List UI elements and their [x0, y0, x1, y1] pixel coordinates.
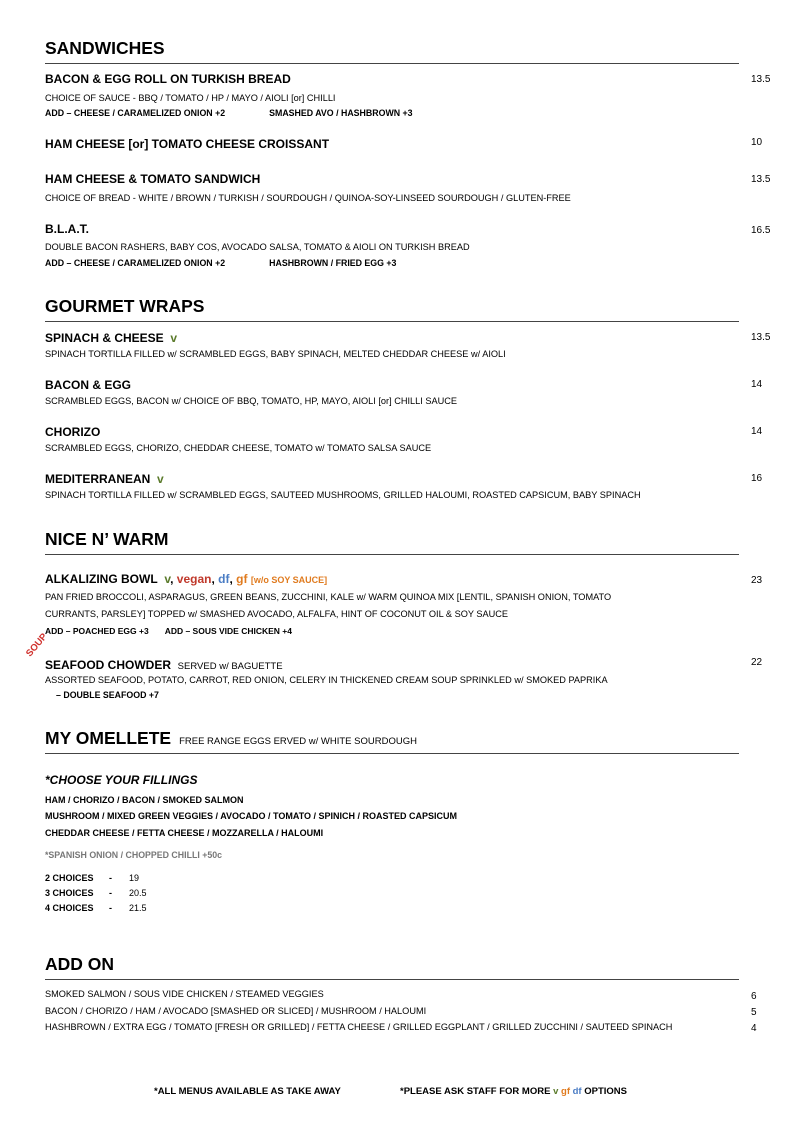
item-alkalizing-bowl-desc-1: PAN FRIED BROCCOLI, ASPARAGUS, GREEN BEANS, ZUCCHINI, KALE w/ WARM QUINOA MIX [LENTIL, SPANISH ONION, TOMATO	[45, 592, 612, 602]
item-blat-addons: ADD – CHEESE / CARAMELIZED ONION +2 HASHBROWN / FRIED EGG +3	[45, 258, 397, 268]
soup-badge: SOUP	[24, 631, 50, 660]
item-ham-sandwich-price: 13.5	[751, 174, 771, 185]
item-med-wrap-desc: SPINACH TORTILLA FILLED w/ SCRAMBLED EGGS, SAUTEED MUSHROOMS, GRILLED HALOUMI, ROASTED CAPSICUM, BABY SPINACH	[45, 490, 641, 500]
item-bacon-egg-roll-price: 13.5	[751, 74, 771, 85]
item-seafood-chowder-desc: ASSORTED SEAFOOD, POTATO, CARROT, RED ONION, CELERY IN THICKENED CREAM SOUP SPRINKLED w/ SMOKED PAPRIKA	[45, 675, 608, 685]
item-alkalizing-bowl-price: 23	[751, 575, 763, 586]
omelette-subtitle: FREE RANGE EGGS ERVED w/ WHITE SOURDOUGH	[179, 736, 417, 747]
item-bacon-egg-roll-name: BACON & EGG ROLL ON TURKISH BREAD	[45, 72, 291, 86]
addon-row-price: 5	[751, 1007, 757, 1018]
gluten-free-tag: gf	[236, 572, 248, 586]
addon-row-text: BACON / CHORIZO / HAM / AVOCADO [SMASHED OR SLICED] / MUSHROOM / HALOUMI	[45, 1006, 427, 1016]
item-seafood-chowder-name: SEAFOOD CHOWDER SERVED w/ BAGUETTE	[45, 658, 283, 672]
section-title-warm: NICE N’ WARM	[45, 529, 739, 555]
item-alkalizing-bowl-desc-2: CURRANTS, PARSLEY] TOPPED w/ SMASHED AVOCADO, ALFALFA, HINT OF COCONUT OIL & SOY SAUCE	[45, 609, 509, 619]
item-spinach-wrap-name: SPINACH & CHEESE v	[45, 331, 178, 345]
item-spinach-wrap-price: 13.5	[751, 332, 771, 343]
omelette-choice-row: 3 CHOICES - 20.5	[45, 888, 147, 898]
vegetarian-tag: v	[170, 331, 178, 345]
item-bacon-egg-roll-desc: CHOICE OF SAUCE - BBQ / TOMATO / HP / MAYO / AIOLI [or] CHILLI	[45, 93, 336, 103]
gluten-free-tag: gf	[561, 1086, 570, 1097]
item-croissant-name: HAM CHEESE [or] TOMATO CHEESE CROISSANT	[45, 137, 330, 151]
vegetarian-tag: v	[164, 572, 171, 586]
footer-takeaway-note: *ALL MENUS AVAILABLE AS TAKE AWAY	[154, 1086, 341, 1097]
item-croissant-price: 10	[751, 137, 763, 148]
item-alkalizing-bowl-addons: ADD – POACHED EGG +3 ADD – SOUS VIDE CHICKEN +4	[45, 626, 292, 636]
addon-row-price: 6	[751, 991, 757, 1002]
omelette-fillings-veg: MUSHROOM / MIXED GREEN VEGGIES / AVOCADO / TOMATO / SPINICH / ROASTED CAPSICUM	[45, 811, 458, 821]
item-chorizo-wrap-price: 14	[751, 426, 763, 437]
omelette-fillings-cheese: CHEDDAR CHEESE / FETTA CHEESE / MOZZARELLA / HALOUMI	[45, 828, 324, 838]
omelette-fillings-meat: HAM / CHORIZO / BACON / SMOKED SALMON	[45, 795, 244, 805]
omelette-choose-heading: *CHOOSE YOUR FILLINGS	[45, 773, 198, 787]
item-bacon-egg-roll-addons: ADD – CHEESE / CARAMELIZED ONION +2 SMASHED AVO / HASHBROWN +3	[45, 108, 413, 118]
gluten-free-note: [w/o SOY SAUCE]	[250, 575, 328, 585]
item-blat-name: B.L.A.T.	[45, 222, 89, 236]
item-bacon-wrap-price: 14	[751, 379, 763, 390]
omelette-choice-row: 2 CHOICES - 19	[45, 873, 140, 883]
dairy-free-tag: df	[572, 1086, 582, 1097]
addon-row-text: SMOKED SALMON / SOUS VIDE CHICKEN / STEAMED VEGGIES	[45, 989, 324, 999]
item-chorizo-wrap-desc: SCRAMBLED EGGS, CHORIZO, CHEDDAR CHEESE, TOMATO w/ TOMATO SALSA SAUCE	[45, 443, 432, 453]
vegan-tag: vegan	[176, 572, 212, 586]
section-title-sandwiches: SANDWICHES	[45, 38, 739, 64]
item-ham-sandwich-desc: CHOICE OF BREAD - WHITE / BROWN / TURKISH / SOURDOUGH / QUINOA-SOY-LINSEED SOURDOUGH / GLUTEN-FREE	[45, 193, 571, 203]
dairy-free-tag: df	[218, 572, 230, 586]
item-med-wrap-price: 16	[751, 473, 763, 484]
item-chorizo-wrap-name: CHORIZO	[45, 425, 101, 439]
vegetarian-tag: v	[157, 472, 164, 486]
item-seafood-chowder-addon: – DOUBLE SEAFOOD +7	[56, 690, 159, 700]
vegetarian-tag: v	[553, 1086, 559, 1097]
omelette-choices-list	[45, 871, 147, 916]
section-title-addon: ADD ON	[45, 954, 739, 980]
addon-row-price: 4	[751, 1023, 757, 1034]
item-spinach-wrap-desc: SPINACH TORTILLA FILLED w/ SCRAMBLED EGGS, BABY SPINACH, MELTED CHEDDAR CHEESE w/ AIOLI	[45, 349, 506, 359]
item-ham-sandwich-name: HAM CHEESE & TOMATO SANDWICH	[45, 172, 261, 186]
section-title-wraps: GOURMET WRAPS	[45, 296, 739, 322]
item-alkalizing-bowl-name: ALKALIZING BOWL v, vegan, df, gf [w/o SOY SAUCE]	[45, 572, 328, 586]
item-med-wrap-name: MEDITERRANEAN v	[45, 472, 164, 486]
addon-row-text: HASHBROWN / EXTRA EGG / TOMATO [FRESH OR GRILLED] / FETTA CHEESE / GRILLED EGGPLANT / GRILLED ZUCCHINI / SAUTEED SPINACH	[45, 1022, 673, 1032]
section-title-omelette: MY OMELLETE FREE RANGE EGGS ERVED w/ WHITE SOURDOUGH	[45, 728, 739, 754]
item-blat-price: 16.5	[751, 225, 771, 236]
omelette-extra-fillings: *SPANISH ONION / CHOPPED CHILLI +50c	[45, 850, 223, 860]
item-bacon-wrap-name: BACON & EGG	[45, 378, 132, 392]
item-bacon-wrap-desc: SCRAMBLED EGGS, BACON w/ CHOICE OF BBQ, TOMATO, HP, MAYO, AIOLI [or] CHILLI SAUCE	[45, 396, 457, 406]
footer-options-note: *PLEASE ASK STAFF FOR MORE v gf df OPTIONS	[400, 1086, 627, 1097]
item-seafood-chowder-price: 22	[751, 657, 763, 668]
item-blat-desc: DOUBLE BACON RASHERS, BABY COS, AVOCADO SALSA, TOMATO & AIOLI ON TURKISH BREAD	[45, 242, 470, 252]
omelette-choice-row: 4 CHOICES - 21.5	[45, 903, 147, 913]
